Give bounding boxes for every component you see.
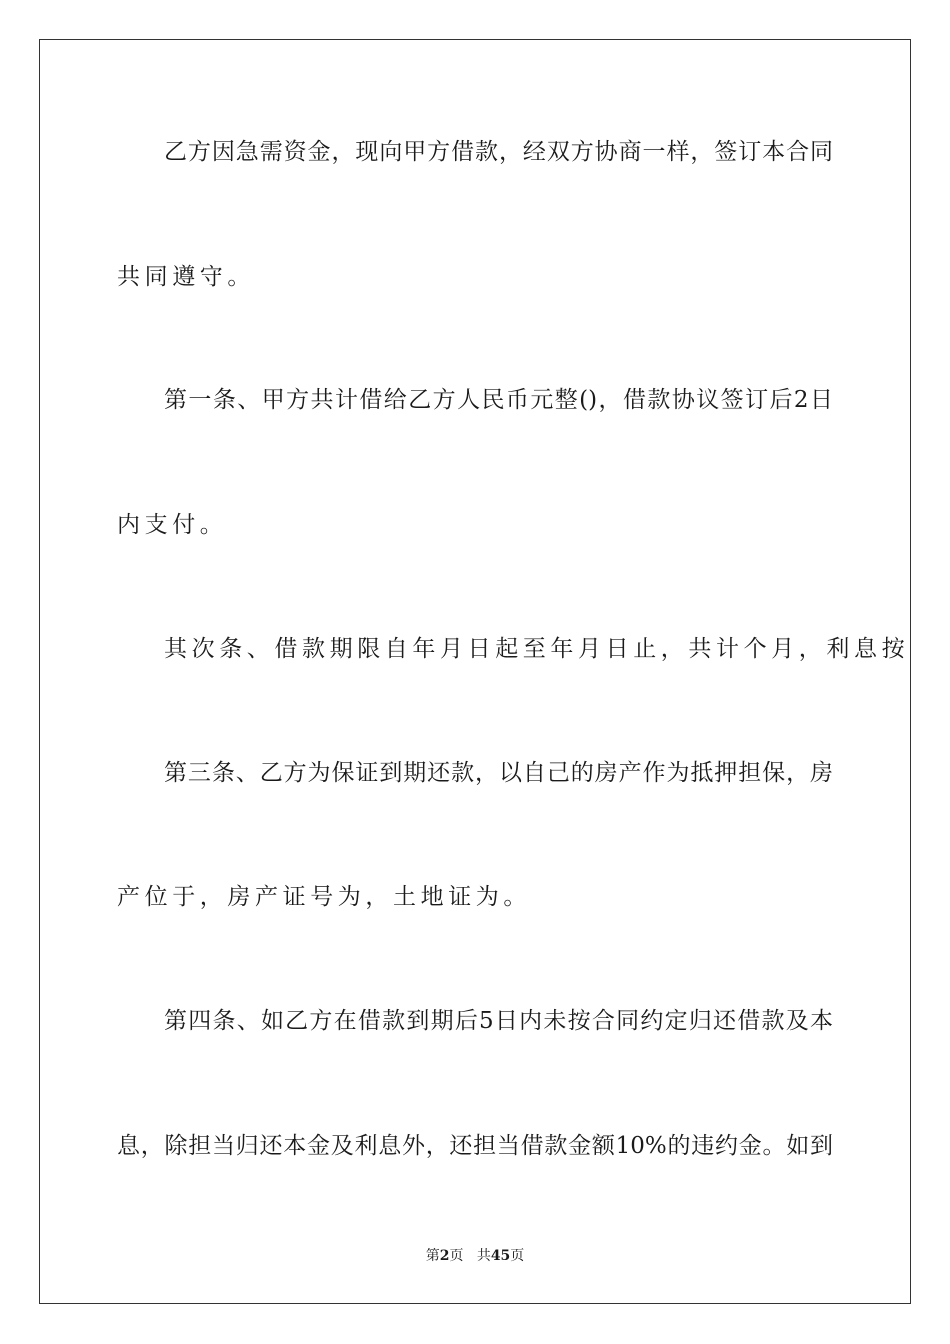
footer-current-page: 2	[439, 1248, 450, 1264]
footer-total-pages: 45	[490, 1248, 511, 1264]
page-frame	[39, 39, 911, 1304]
page-footer	[0, 1247, 950, 1265]
paragraph-1-line-2: 共同遵守。	[117, 264, 255, 290]
footer-total-prefix: 共	[476, 1248, 491, 1264]
paragraph-4-line-1: 第三条、乙方为保证到期还款，以自己的房产作为抵押担保，房	[164, 760, 833, 786]
paragraph-2-line-1: 第一条、甲方共计借给乙方人民币元整()，借款协议签订后2日	[164, 387, 833, 413]
paragraph-2-line-2: 内支付。	[117, 512, 228, 538]
footer-page-suffix: 页	[449, 1248, 464, 1264]
paragraph-4-line-2: 产位于，房产证号为，土地证为。	[117, 884, 531, 910]
paragraph-5-line-1: 第四条、如乙方在借款到期后5日内未按合同约定归还借款及本	[164, 1008, 833, 1034]
paragraph-3-line-1: 其次条、借款期限自年月日起至年月日止，共计个月，利息按	[164, 636, 910, 662]
paragraph-1-line-1: 乙方因急需资金，现向甲方借款，经双方协商一样，签订本合同	[164, 139, 833, 165]
footer-prefix: 第	[425, 1248, 440, 1264]
paragraph-5-line-2: 息，除担当归还本金及利息外，还担当借款金额10%的违约金。如到	[117, 1133, 833, 1159]
footer-total-suffix: 页	[510, 1248, 525, 1264]
